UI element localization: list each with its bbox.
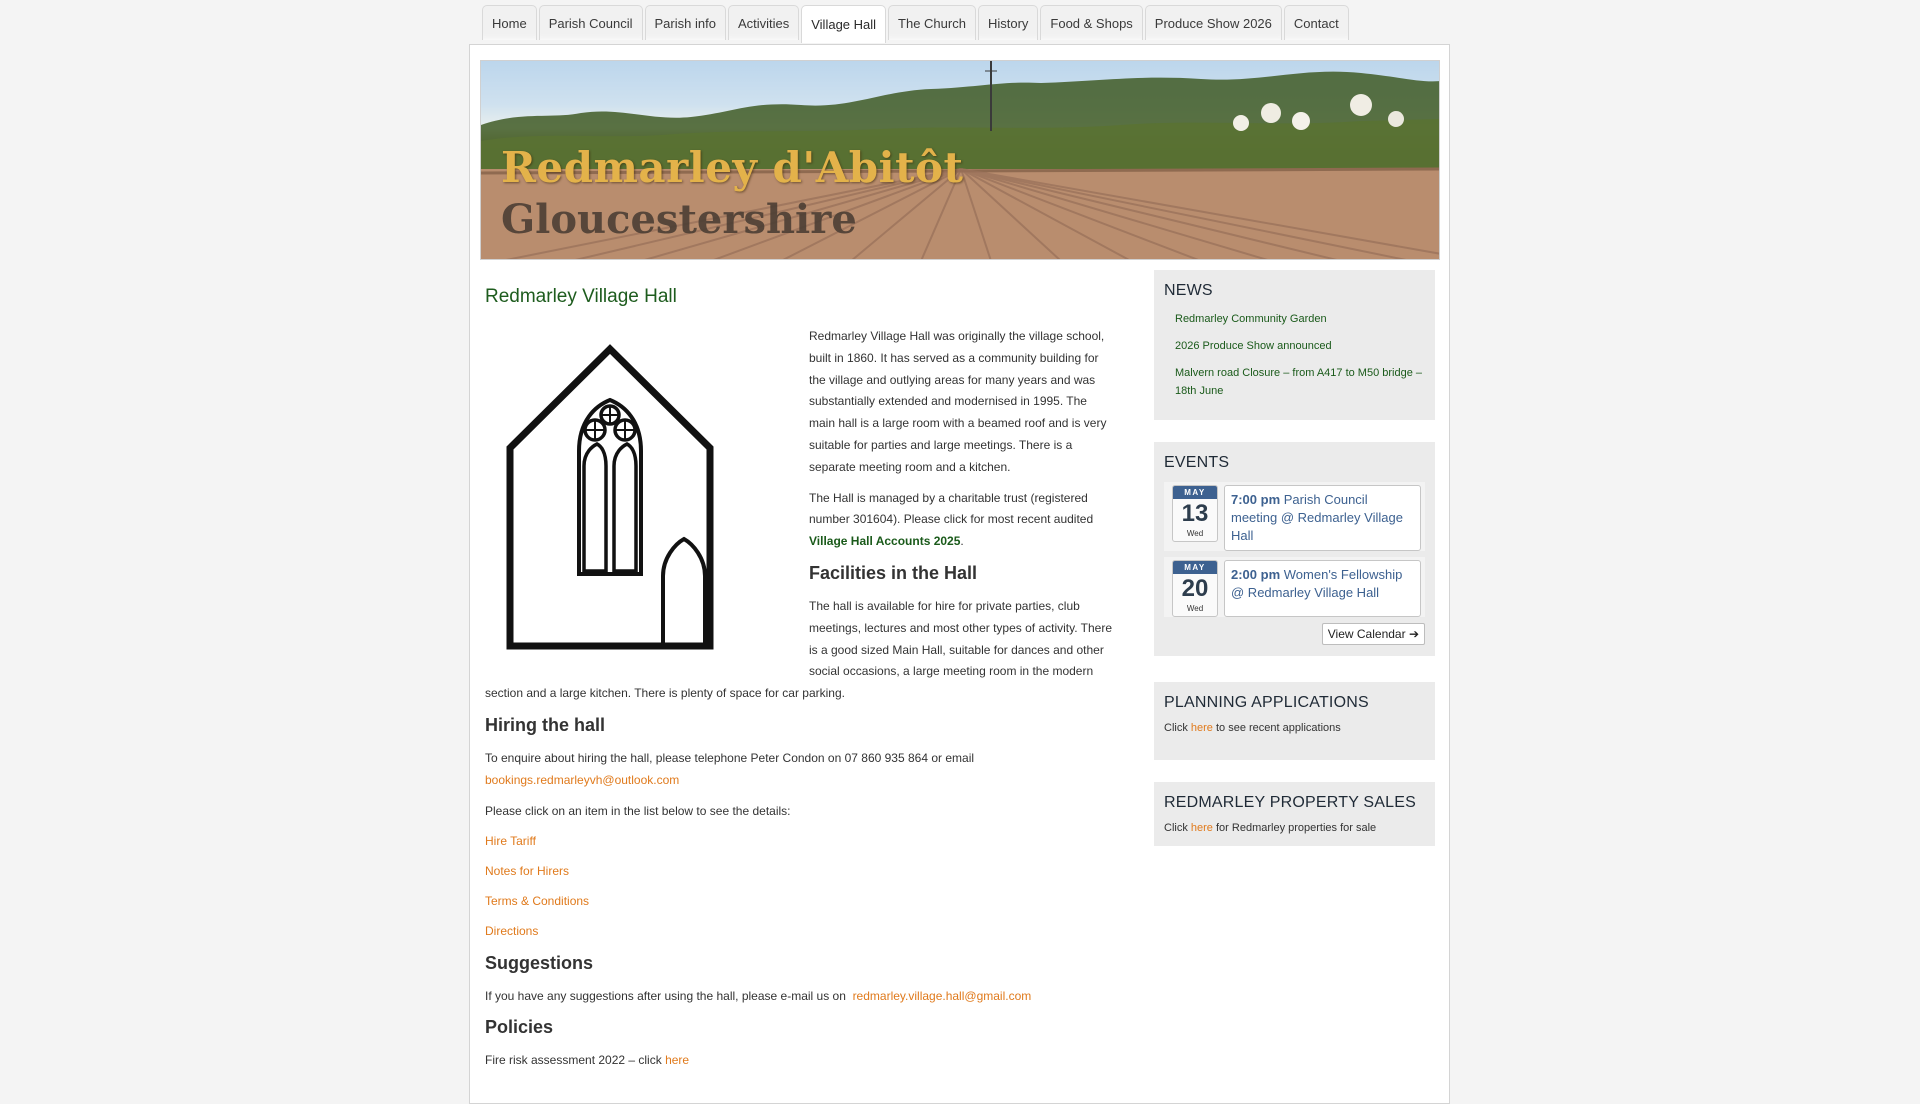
nav-tab-the-church[interactable]: The Church xyxy=(888,5,976,40)
policies-paragraph xyxy=(485,1050,1115,1072)
site-subtitle: Gloucestershire xyxy=(501,196,857,243)
event-day: 13 xyxy=(1181,500,1209,527)
booking-email-link[interactable]: bookings.redmarleyvh@outlook.com xyxy=(485,772,680,787)
intro-paragraph: Redmarley Village Hall was originally the village school, built in 1860. It has served as a community building for the village and outlying areas for many years and was substantially extended and modernised in 1995. The main hall is a large room with a beamed roof and is very suitable for parties and large meetings. There is a separate meeting room and a kitchen. xyxy=(809,329,1107,474)
view-calendar-button[interactable] xyxy=(1322,623,1425,645)
event-day: 20 xyxy=(1181,575,1209,602)
event-time: 2:00 pm xyxy=(1231,567,1281,582)
event-time: 7:00 pm xyxy=(1231,492,1281,507)
arrow-right-icon: ➔ xyxy=(1408,627,1419,641)
site-title: Redmarley d'Abitôt xyxy=(501,143,964,192)
event-row[interactable] xyxy=(1164,482,1425,551)
event-title[interactable]: Women's Fellowship @ Redmarley Village Hall xyxy=(1231,567,1403,600)
property-text xyxy=(1164,822,1425,834)
property-heading: REDMARLEY PROPERTY SALES xyxy=(1164,794,1417,811)
nav-tab-produce-show[interactable]: Produce Show 2026 xyxy=(1145,5,1282,40)
hiring-paragraph xyxy=(485,748,1115,792)
event-date-badge xyxy=(1172,485,1218,542)
event-weekday: Wed xyxy=(1186,529,1204,538)
planning-pre: Click xyxy=(1164,722,1188,734)
directions-link[interactable]: Directions xyxy=(485,923,539,938)
property-link[interactable]: here xyxy=(1190,822,1213,834)
planning-text xyxy=(1164,722,1425,734)
planning-widget xyxy=(1154,682,1435,760)
suggestions-heading: Suggestions xyxy=(485,952,594,973)
nav-tab-village-hall[interactable]: Village Hall xyxy=(801,5,886,43)
suggestions-email-link[interactable]: redmarley.village.hall@gmail.com xyxy=(852,988,1032,1003)
nav-tab-history[interactable]: History xyxy=(978,5,1038,40)
event-title[interactable]: Parish Council meeting @ Redmarley Village Hall xyxy=(1231,492,1403,543)
nav-tab-parish-info[interactable]: Parish info xyxy=(645,5,726,40)
hiring-text: To enquire about hiring the hall, please telephone Peter Condon on 07 860 935 864 or email xyxy=(485,750,975,765)
hiring-heading: Hiring the hall xyxy=(485,714,606,735)
events-widget xyxy=(1154,442,1435,656)
events-heading: EVENTS xyxy=(1164,454,1230,471)
news-item-community-garden[interactable]: Redmarley Community Garden xyxy=(1175,313,1327,325)
event-card[interactable] xyxy=(1224,560,1421,617)
event-month: MAY xyxy=(1173,486,1217,499)
event-date-badge xyxy=(1172,560,1218,617)
view-calendar-label: View Calendar xyxy=(1327,627,1406,641)
news-heading: NEWS xyxy=(1164,282,1213,299)
hire-tariff-link[interactable]: Hire Tariff xyxy=(485,834,536,849)
list-intro: Please click on an item in the list below to see the details: xyxy=(485,803,791,818)
nav-tab-food-shops[interactable]: Food & Shops xyxy=(1040,5,1142,40)
fire-risk-link[interactable]: here xyxy=(665,1053,690,1068)
header-banner[interactable] xyxy=(480,60,1440,260)
accounts-link[interactable]: Village Hall Accounts 2025 xyxy=(809,534,961,549)
page-title: Redmarley Village Hall xyxy=(485,286,677,307)
nav-tab-contact[interactable]: Contact xyxy=(1284,5,1349,40)
village-hall-logo xyxy=(485,326,795,656)
managed-text: The Hall is managed by a charitable trust (registered number 301604). Please click for most recent audited xyxy=(809,490,1094,527)
property-post: for Redmarley properties for sale xyxy=(1216,822,1377,834)
news-item-produce-show[interactable]: 2026 Produce Show announced xyxy=(1175,340,1332,352)
nav-tab-activities[interactable]: Activities xyxy=(728,5,799,40)
news-item-road-closure[interactable]: Malvern road Closure – from A417 to M50 bridge – 18th June xyxy=(1175,367,1423,397)
policies-text: Fire risk assessment 2022 – click xyxy=(485,1053,662,1068)
terms-conditions-link[interactable]: Terms & Conditions xyxy=(485,893,590,908)
planning-link[interactable]: here xyxy=(1190,722,1213,734)
nav-tab-home[interactable]: Home xyxy=(482,5,537,40)
facilities-paragraph: The hall is available for hire for private parties, club meetings, lectures and most other types of activity. There is a good sized Main Hall, suitable for dances and other social occasions, a large meeting room in the modern section and a large kitchen. There is plenty of space for car parking. xyxy=(485,598,1113,701)
suggestions-text: If you have any suggestions after using the hall, please e-mail us on xyxy=(485,988,846,1003)
property-pre: Click xyxy=(1164,822,1188,834)
notes-for-hirers-link[interactable]: Notes for Hirers xyxy=(485,864,570,879)
facilities-heading: Facilities in the Hall xyxy=(809,562,978,583)
planning-post: to see recent applications xyxy=(1216,722,1341,734)
event-row[interactable] xyxy=(1164,557,1425,617)
main-nav xyxy=(482,5,1349,43)
event-weekday: Wed xyxy=(1186,604,1204,613)
event-month: MAY xyxy=(1173,561,1217,574)
managed-paragraph: The Hall is managed by a charitable trust (registered number 301604). Please click for most recent audited Village Hall Accounts 2025. xyxy=(809,490,1094,549)
nav-tab-parish-council[interactable]: Parish Council xyxy=(539,5,643,40)
event-card[interactable] xyxy=(1224,485,1421,551)
main-content xyxy=(485,270,1115,1081)
suggestions-paragraph xyxy=(485,986,1115,1008)
planning-heading: PLANNING APPLICATIONS xyxy=(1164,694,1369,711)
property-widget xyxy=(1154,782,1435,846)
news-widget xyxy=(1154,270,1435,420)
church-hall-icon xyxy=(485,326,785,656)
policies-heading: Policies xyxy=(485,1017,554,1038)
